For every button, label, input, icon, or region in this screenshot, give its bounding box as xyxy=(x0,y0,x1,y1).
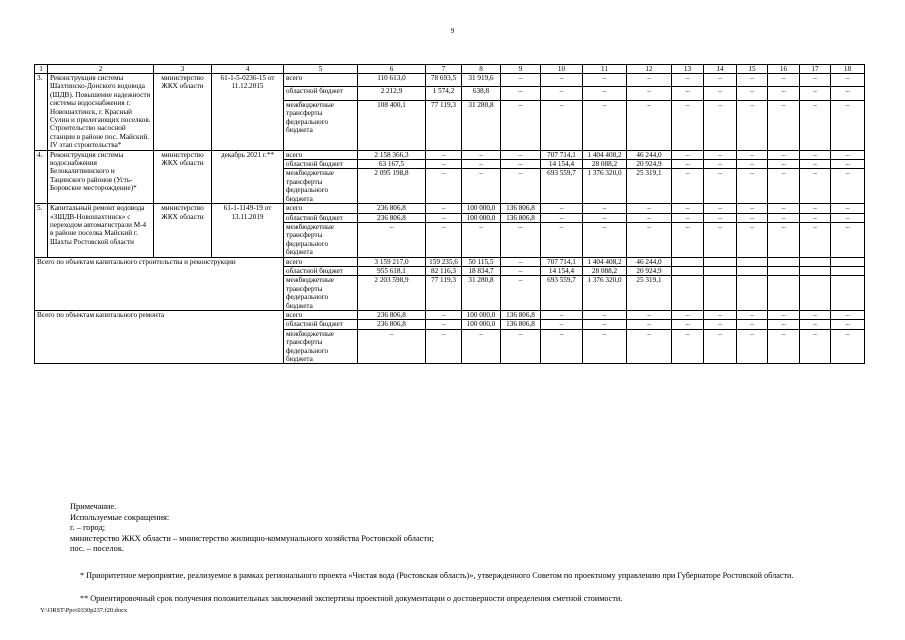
value-cell: 20 924,9 xyxy=(627,160,672,169)
value-cell: – xyxy=(541,100,583,150)
value-cell: 77 119,3 xyxy=(426,100,462,150)
value-cell: – xyxy=(426,329,462,364)
value-cell: – xyxy=(462,329,501,364)
value-cell: – xyxy=(501,160,541,169)
value-cell: – xyxy=(672,213,704,222)
funding-source: межбюджетные трансферты федерального бюджета xyxy=(284,222,358,257)
value-cell: – xyxy=(768,160,800,169)
value-cell: 31 919,6 xyxy=(462,74,501,87)
value-cell: 25 319,1 xyxy=(627,276,672,311)
value-cell: – xyxy=(831,320,865,329)
value-cell: 236 806,8 xyxy=(358,204,426,213)
funding-source: областной бюджет xyxy=(284,213,358,222)
value-cell: – xyxy=(627,100,672,150)
value-cell: – xyxy=(583,329,627,364)
funding-source: всего xyxy=(284,310,358,319)
value-cell: 693 559,7 xyxy=(541,169,583,204)
header-row xyxy=(35,65,865,74)
value-cell: – xyxy=(672,320,704,329)
total-label: Всего по объектам капитального ремонта xyxy=(35,310,284,363)
value-cell: – xyxy=(462,150,501,159)
value-cell: – xyxy=(541,74,583,87)
abbr-title: Используемые сокращения: xyxy=(70,512,170,522)
value-cell: – xyxy=(541,329,583,364)
value-cell: 3 159 217,0 xyxy=(358,257,426,266)
value-cell: – xyxy=(672,329,704,364)
value-cell: – xyxy=(672,74,704,87)
object-name: Реконструкция системы Шахтинско-Донского водовода (ШДВ). Повышение надежности системы водоснабжения г. Новошахтинск, г. Красный Сулин и прилегающих поселков. Строительство насосной станции в районе пос. Майский. IV этап строительства* xyxy=(48,74,154,151)
column-header: 16 xyxy=(768,65,800,74)
value-cell: – xyxy=(704,310,737,319)
value-cell: – xyxy=(501,276,541,311)
funding-source: всего xyxy=(284,257,358,266)
value-cell: – xyxy=(831,100,865,150)
value-cell: – xyxy=(831,204,865,213)
value-cell: – xyxy=(768,87,800,100)
value-cell: – xyxy=(501,150,541,159)
value-cell: 50 115,5 xyxy=(462,257,501,266)
value-cell: – xyxy=(426,222,462,257)
value-cell: – xyxy=(768,310,800,319)
value-cell: – xyxy=(627,204,672,213)
responsible-org: министерство ЖКХ области xyxy=(154,74,212,151)
value-cell xyxy=(737,276,768,311)
value-cell: 46 244,0 xyxy=(627,257,672,266)
value-cell: – xyxy=(768,169,800,204)
funding-source: областной бюджет xyxy=(284,160,358,169)
funding-source: межбюджетные трансферты федерального бюджета xyxy=(284,100,358,150)
value-cell: – xyxy=(704,160,737,169)
column-header: 4 xyxy=(212,65,284,74)
page-number: 9 xyxy=(450,27,455,35)
value-cell xyxy=(672,266,704,275)
value-cell: – xyxy=(768,320,800,329)
value-cell: – xyxy=(501,74,541,87)
value-cell: – xyxy=(800,310,831,319)
value-cell: – xyxy=(768,213,800,222)
value-cell: – xyxy=(704,169,737,204)
value-cell: 159 235,6 xyxy=(426,257,462,266)
value-cell: 1 574,2 xyxy=(426,87,462,100)
value-cell: – xyxy=(737,204,768,213)
value-cell: – xyxy=(541,204,583,213)
document-ref: декабрь 2021 г.** xyxy=(212,150,284,203)
value-cell: 100 000,0 xyxy=(462,204,501,213)
value-cell: – xyxy=(768,100,800,150)
value-cell: – xyxy=(800,213,831,222)
value-cell: 1 376 320,0 xyxy=(583,169,627,204)
value-cell: – xyxy=(737,310,768,319)
value-cell: – xyxy=(704,74,737,87)
value-cell xyxy=(704,266,737,275)
value-cell: 236 806,8 xyxy=(358,310,426,319)
value-cell: – xyxy=(501,169,541,204)
value-cell: – xyxy=(672,150,704,159)
column-header: 18 xyxy=(831,65,865,74)
funding-source: областной бюджет xyxy=(284,266,358,275)
value-cell: – xyxy=(627,74,672,87)
abbr-item: пос. – поселок. xyxy=(70,544,125,553)
value-cell: – xyxy=(426,310,462,319)
value-cell: – xyxy=(501,100,541,150)
value-cell: – xyxy=(831,169,865,204)
value-cell: – xyxy=(768,329,800,364)
value-cell: 707 714,1 xyxy=(541,150,583,159)
value-cell: – xyxy=(737,222,768,257)
value-cell: – xyxy=(831,310,865,319)
funding-source: всего xyxy=(284,150,358,159)
value-cell: – xyxy=(672,87,704,100)
value-cell: 2 095 198,8 xyxy=(358,169,426,204)
total-label: Всего по объектам капитального строительства и реконструкции xyxy=(35,257,284,310)
funding-source: всего xyxy=(284,204,358,213)
value-cell: – xyxy=(800,74,831,87)
column-header: 6 xyxy=(358,65,426,74)
value-cell: – xyxy=(800,222,831,257)
value-cell: – xyxy=(737,74,768,87)
value-cell: – xyxy=(627,310,672,319)
value-cell: – xyxy=(583,222,627,257)
value-cell: – xyxy=(800,329,831,364)
value-cell: 100 000,0 xyxy=(462,320,501,329)
column-header: 1 xyxy=(35,65,48,74)
value-cell: – xyxy=(426,204,462,213)
notes-block xyxy=(70,502,900,555)
value-cell: – xyxy=(800,87,831,100)
column-header: 15 xyxy=(737,65,768,74)
column-header: 17 xyxy=(800,65,831,74)
value-cell: – xyxy=(704,320,737,329)
value-cell: – xyxy=(627,213,672,222)
value-cell: – xyxy=(831,87,865,100)
document-ref: 61-1-1149-19 от 13.11.2019 xyxy=(212,204,284,257)
value-cell: 100 000,0 xyxy=(462,213,501,222)
column-header: 8 xyxy=(462,65,501,74)
value-cell: – xyxy=(768,204,800,213)
object-name: Капитальный ремонт водовода «ЗШДВ-Новошахтинск» с переходом автомагистрали М-4 в районе поселка Майский г. Шахты Ростовской области xyxy=(48,204,154,257)
value-cell: – xyxy=(583,310,627,319)
value-cell xyxy=(704,257,737,266)
object-number: 3. xyxy=(35,74,48,151)
value-cell: – xyxy=(831,150,865,159)
value-cell: – xyxy=(704,204,737,213)
value-cell: 136 806,8 xyxy=(501,213,541,222)
value-cell xyxy=(831,276,865,311)
value-cell: – xyxy=(737,100,768,150)
value-cell: – xyxy=(768,74,800,87)
value-cell: – xyxy=(583,213,627,222)
value-cell xyxy=(768,257,800,266)
value-cell: – xyxy=(800,100,831,150)
value-cell: – xyxy=(672,222,704,257)
funding-source: областной бюджет xyxy=(284,320,358,329)
footnote-1: * Приоритетное мероприятие, реализуемое в рамках регионального проекта «Чистая вода (Ростовская область)», утвержденного Советом по проектному управлению при Губернаторе Ростовской области. xyxy=(80,571,794,580)
value-cell: – xyxy=(627,329,672,364)
column-header: 11 xyxy=(583,65,627,74)
value-cell: – xyxy=(704,87,737,100)
value-cell: 31 280,8 xyxy=(462,276,501,311)
document-ref: 61-1-5-0236-15 от 11.12.2015 xyxy=(212,74,284,151)
column-header: 13 xyxy=(672,65,704,74)
value-cell: – xyxy=(501,257,541,266)
value-cell: – xyxy=(501,329,541,364)
value-cell xyxy=(831,257,865,266)
value-cell: 82 116,3 xyxy=(426,266,462,275)
value-cell: – xyxy=(358,222,426,257)
responsible-org: министерство ЖКХ области xyxy=(154,150,212,203)
value-cell: – xyxy=(704,329,737,364)
value-cell: – xyxy=(541,222,583,257)
value-cell: – xyxy=(831,74,865,87)
value-cell: – xyxy=(541,213,583,222)
column-header: 10 xyxy=(541,65,583,74)
value-cell: 78 693,5 xyxy=(426,74,462,87)
value-cell: – xyxy=(627,87,672,100)
column-header: 5 xyxy=(284,65,358,74)
value-cell xyxy=(831,266,865,275)
value-cell: – xyxy=(426,169,462,204)
funding-source: межбюджетные трансферты федерального бюджета xyxy=(284,169,358,204)
value-cell: – xyxy=(541,320,583,329)
value-cell: – xyxy=(704,213,737,222)
value-cell: 1 404 408,2 xyxy=(583,257,627,266)
value-cell: 28 088,2 xyxy=(583,160,627,169)
value-cell: 46 244,0 xyxy=(627,150,672,159)
value-cell xyxy=(800,257,831,266)
value-cell: – xyxy=(426,150,462,159)
value-cell: 2 203 598,9 xyxy=(358,276,426,311)
value-cell: – xyxy=(541,310,583,319)
value-cell: 77 119,3 xyxy=(426,276,462,311)
value-cell: 28 088,2 xyxy=(583,266,627,275)
value-cell: – xyxy=(800,150,831,159)
value-cell: – xyxy=(501,222,541,257)
value-cell: – xyxy=(627,222,672,257)
value-cell: 136 806,8 xyxy=(501,204,541,213)
value-cell: – xyxy=(831,213,865,222)
abbr-item: министерство ЖКХ области – министерство жилищно-коммунального хозяйства Ростовской области; xyxy=(70,533,434,543)
value-cell: – xyxy=(800,160,831,169)
value-cell xyxy=(737,266,768,275)
value-cell: 2 212,9 xyxy=(358,87,426,100)
value-cell: 1 376 320,0 xyxy=(583,276,627,311)
table-row xyxy=(35,204,865,213)
column-header: 14 xyxy=(704,65,737,74)
value-cell: – xyxy=(737,320,768,329)
value-cell: 1 404 408,2 xyxy=(583,150,627,159)
value-cell: 25 319,1 xyxy=(627,169,672,204)
value-cell: 18 834,7 xyxy=(462,266,501,275)
value-cell: – xyxy=(501,266,541,275)
funding-source: межбюджетные трансферты федерального бюджета xyxy=(284,329,358,364)
value-cell: – xyxy=(800,204,831,213)
value-cell: – xyxy=(704,100,737,150)
value-cell: – xyxy=(704,222,737,257)
value-cell: – xyxy=(583,87,627,100)
value-cell: – xyxy=(627,320,672,329)
value-cell: – xyxy=(737,150,768,159)
column-header: 2 xyxy=(48,65,154,74)
value-cell xyxy=(800,276,831,311)
value-cell: – xyxy=(831,222,865,257)
value-cell: – xyxy=(583,320,627,329)
value-cell: – xyxy=(737,213,768,222)
value-cell: – xyxy=(768,222,800,257)
value-cell: – xyxy=(704,150,737,159)
column-header: 9 xyxy=(501,65,541,74)
value-cell xyxy=(737,257,768,266)
value-cell: – xyxy=(737,329,768,364)
footnote-2: ** Ориентировочный срок получения положительных заключений экспертизы проектной документации о достоверности определения сметной стоимости. xyxy=(80,594,623,603)
value-cell: – xyxy=(358,329,426,364)
value-cell: – xyxy=(672,204,704,213)
value-cell: 693 559,7 xyxy=(541,276,583,311)
value-cell: – xyxy=(462,169,501,204)
column-header: 12 xyxy=(627,65,672,74)
value-cell: 14 154,4 xyxy=(541,266,583,275)
value-cell: – xyxy=(426,160,462,169)
funding-source: межбюджетные трансферты федерального бюджета xyxy=(284,276,358,311)
value-cell: 136 806,8 xyxy=(501,310,541,319)
object-number: 5. xyxy=(35,204,48,257)
value-cell: – xyxy=(800,320,831,329)
value-cell: 20 924,9 xyxy=(627,266,672,275)
funding-source: всего xyxy=(284,74,358,87)
value-cell: 63 167,5 xyxy=(358,160,426,169)
column-header: 7 xyxy=(426,65,462,74)
value-cell: 236 806,8 xyxy=(358,320,426,329)
value-cell: 31 280,8 xyxy=(462,100,501,150)
value-cell: 707 714,1 xyxy=(541,257,583,266)
column-header: 3 xyxy=(154,65,212,74)
value-cell: – xyxy=(672,160,704,169)
value-cell: – xyxy=(426,320,462,329)
value-cell xyxy=(672,257,704,266)
file-path: Y:\ORST\Ppo\0330p237.f20.docx xyxy=(40,607,128,614)
financing-table xyxy=(34,64,865,364)
value-cell: 100 000,0 xyxy=(462,310,501,319)
value-cell: – xyxy=(800,169,831,204)
total-row xyxy=(35,257,865,266)
value-cell: – xyxy=(831,329,865,364)
value-cell: – xyxy=(426,213,462,222)
value-cell: 236 806,8 xyxy=(358,213,426,222)
value-cell: – xyxy=(768,150,800,159)
value-cell: – xyxy=(541,87,583,100)
value-cell: – xyxy=(672,169,704,204)
object-number: 4. xyxy=(35,150,48,203)
funding-source: областной бюджет xyxy=(284,87,358,100)
table-row xyxy=(35,74,865,87)
value-cell xyxy=(672,276,704,311)
value-cell: 14 154,4 xyxy=(541,160,583,169)
value-cell: – xyxy=(583,204,627,213)
notes-title: Примечание. xyxy=(70,502,117,511)
value-cell: – xyxy=(737,87,768,100)
value-cell: – xyxy=(462,160,501,169)
value-cell xyxy=(704,276,737,311)
value-cell: – xyxy=(672,100,704,150)
value-cell: – xyxy=(737,160,768,169)
value-cell: 136 806,8 xyxy=(501,320,541,329)
value-cell xyxy=(768,266,800,275)
value-cell: 108 400,1 xyxy=(358,100,426,150)
value-cell xyxy=(768,276,800,311)
object-name: Реконструкция системы водоснабжения Белокалитвинского и Тацинского районов (Усть-Боровское месторождение)* xyxy=(48,150,154,203)
value-cell: 2 158 366,3 xyxy=(358,150,426,159)
value-cell: 110 613,0 xyxy=(358,74,426,87)
value-cell: – xyxy=(501,87,541,100)
value-cell: – xyxy=(583,74,627,87)
table-row xyxy=(35,150,865,159)
value-cell: 955 618,1 xyxy=(358,266,426,275)
value-cell: – xyxy=(583,100,627,150)
abbr-item: г. – город; xyxy=(70,523,106,532)
value-cell: – xyxy=(462,222,501,257)
value-cell: 638,8 xyxy=(462,87,501,100)
total-row xyxy=(35,310,865,319)
value-cell xyxy=(800,266,831,275)
value-cell: – xyxy=(737,169,768,204)
value-cell: – xyxy=(831,160,865,169)
value-cell: – xyxy=(672,310,704,319)
responsible-org: министерство ЖКХ области xyxy=(154,204,212,257)
